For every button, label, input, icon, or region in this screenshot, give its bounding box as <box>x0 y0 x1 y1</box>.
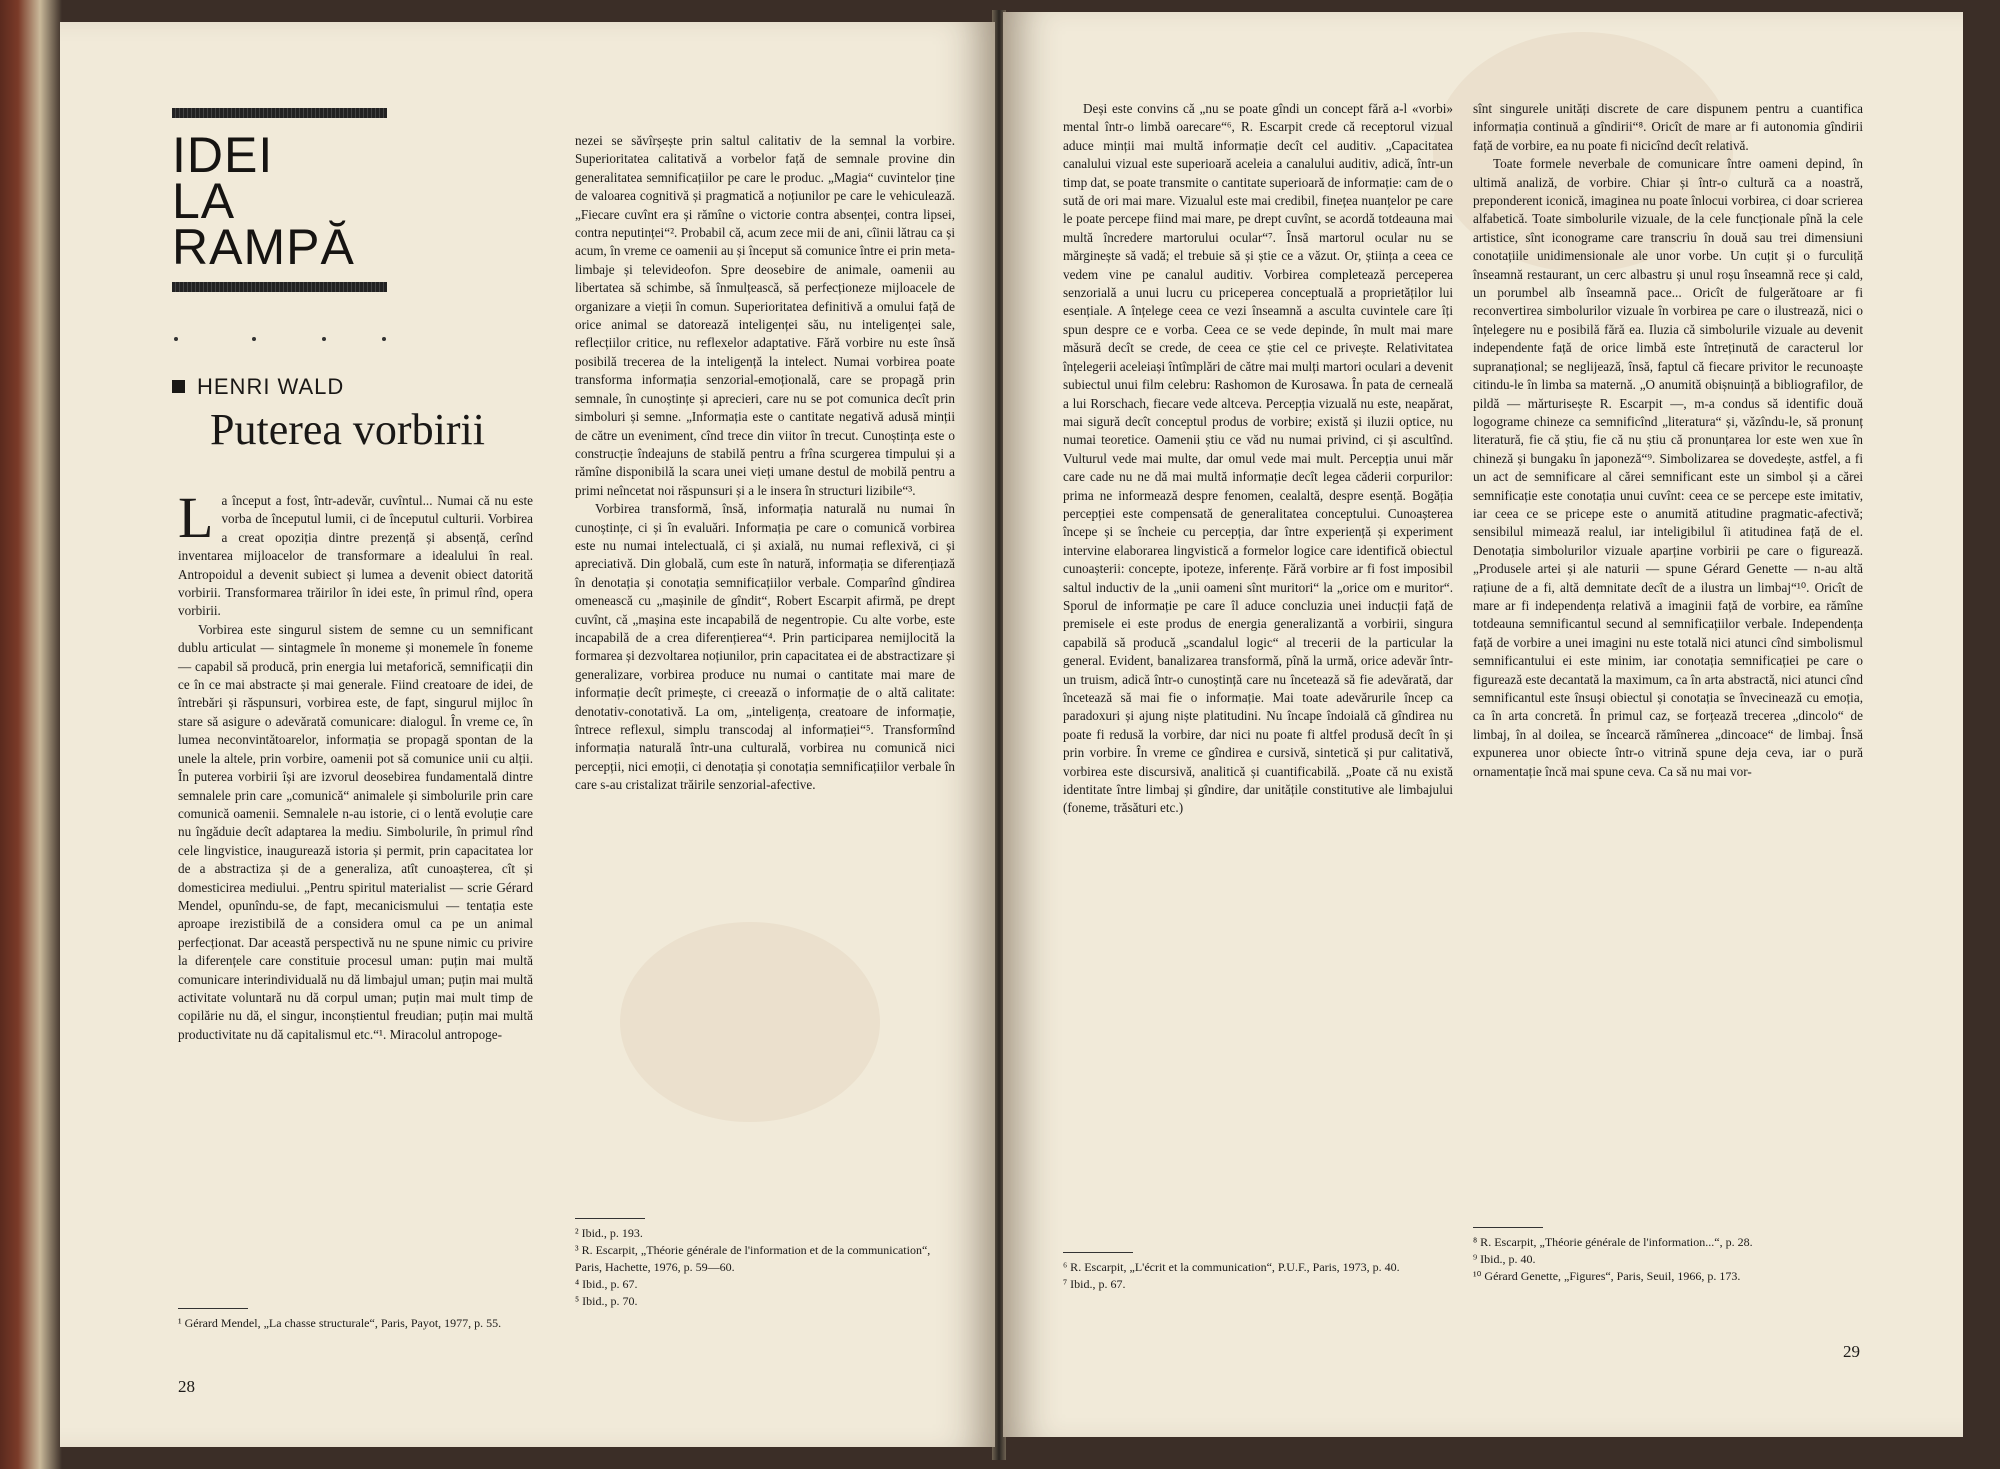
article-title: Puterea vorbirii <box>210 405 485 454</box>
footnote: ¹⁰ Gérard Genette, „Figures“, Paris, Seuil, 1966, p. 173. <box>1473 1269 1741 1283</box>
left-column-1 <box>178 485 533 1044</box>
section-rule-bottom <box>172 282 387 292</box>
page-number: 29 <box>1843 1342 1860 1361</box>
footnote: ⁶ R. Escarpit, „L'écrit et la communication“, P.U.F., Paris, 1973, p. 40. <box>1063 1260 1400 1274</box>
left-page <box>60 22 995 1447</box>
paragraph: Vorbirea este singurul sistem de semne cu un semnificant dublu articulat — sintagmele în moneme și monemele în foneme — capabil să producă, prin energia lui metaforică, semnificații din ce în ce mai abstracte și mai generale. Fiind creatoare de idei, de întrebări și răspunsuri, vorbirea este, de fapt, singurul mijloc în stare să asigure o adevărată comunicare: dialogul. În vreme ce, în lumea neconvintătoarelor, informația se propagă spontan de la unele la altele, prin vorbire, oamenii pot să comunice unii cu alții. În puterea vorbirii își are izvorul deosebirea fundamentală dintre semnalele prin care „comunică“ animalele și simbolurile prin care comunică oamenii. Semnalele n-au istorie, ci o lentă evoluție care nu îngăduie decît adaptarea la mediu. Simbolurile, în primul rînd cele lingvistice, inaugurează istoria și permit, prin capacitatea lor de a abstractiza și de a generaliza, atît cunoașterea, cît și domesticirea mediului. „Pentru spiritul materialist — scrie Gérard Mendel, opunîndu-se, de fapt, mecanicismului — tentația este aproape irezistibilă de a considera omul ca pe un animal perfecționat. Dar această perspectivă nu ne spune nimic cu privire la diferențele care constituie procesul uman: puțin mai multă comunicare interindividuală nu dă limbajul uman; puțin mai multă activitate voluntară nu dă corpul uman; puțin mai mult timp de copilărie nu dă, el singur, inconștientul freudian; puțin mai multă productivitate nu dă capitalismul etc.“¹. Miracolul antropoge- <box>178 621 533 1042</box>
section-title: IDEI LA RAMPĂ <box>172 127 355 275</box>
paragraph: nezei se săvîrșește prin saltul calitativ de la semnal la vorbire. Superioritatea calitativă a vorbelor față de semnale provine din generalitatea semnificațiilor pe care le produc. „Magia“ cuvintelor ține de valoarea cognitivă și pragmatică a noțiunilor pe care le vehiculează. „Fiecare cuvînt era și rămîne o victorie contra absenței, contra lipsei, contra neputinței“². Probabil că, acum zece mii de ani, cîinii lătrau ca și acum, în vreme ce oamenii au și început să comunice între ei prin meta-limbaje și televideofon. Spre deosebire de animale, oamenii au libertatea să schimbe, să înmulțească, să perfecționeze mijloacele de organizare a vieții în comun. Superioritatea definitivă a omului față de orice animal se datorează inteligenței său, nu inteligenței sale, reflecțiilor critice, nu reflexelor adaptative. Fără vorbire nu este însă posibilă trecerea de la inteligență la intelect. Numai vorbirea poate transforma informația senzorial-emoțională, care se propagă prin semnale, în cunoștințe și aprecieri, care nu se pot comunica decît prin simboluri și semne. „Informația este o cantitate negativă adusă minții de către un eveniment, cînd trece din viitor în trecut. Cunoștința este o construcție îndeajuns de stabilă pentru a frîna scurgerea timpului și a rămîne disponibilă la scara unei vieți umane destul de mobilă pentru a primi neîncetat noi răspunsuri și a le insera în structuri lizibile“³. <box>575 133 955 498</box>
author-name: HENRI WALD <box>197 374 345 399</box>
paper-stain <box>620 922 880 1122</box>
right-column-1 <box>1063 100 1453 818</box>
footnote: ⁵ Ibid., p. 70. <box>575 1294 638 1308</box>
paragraph: Deși este convins că „nu se poate gîndi un concept fără a-l «vorbi» mental într-o limbă oarecare“⁶, R. Escarpit crede că receptorul vizual aduce minții mai multă informație decît cel auditiv. „Capacitatea canalului vizual este superioară aceleia a canalului auditiv, adică, într-un timp dat, se poate transmite o cantitate superioară de informație: cam de o sută de ori mai mare. Vizualul este mai credibil, finețea nuanțelor pe care le poate percepe fiind mai mare, pe drept cuvînt, se acordă totdeauna mai multă încredere martorului ocular“⁷. Însă martorul ocular nu se mărginește să vadă; el trebuie să și știe ce a văzut. Or, știința a ceea ce vedem vine pe canalul auditiv. Vorbirea completează perceperea senzorială a unui lucru cu priceperea conceptuală a proprietăților lui esențiale. A înțelege ceea ce vezi înseamnă a asculta cuvintele care îți spun despre ce e vorba. Ceea ce se vede depinde, în mult mai mare măsură decît se crede, de ceea ce știe cel ce privește. Relativitatea înțelegerii aceleiași întîmplări de către mai mulți martori oculari a devenit subiectul unui film celebru: Rashomon de Kurosawa. În pata de cerneală a lui Rorschach, fiecare vede altceva. Percepția vizuală nu este, neapărat, mai sigură decît conceptul produs de vorbire; există și iluzii optice, nu numai teoretice. Oamenii știu ce văd nu numai privind, ci și ascultînd. Vulturul vede mai multe, dar omul vede mai mult. Percepția unui măr care cade nu ne dă mai multă informație decît legea căderii corpurilor: prima ne informează despre fenomen, cealaltă, despre esență. Bogăția percepției este compensată de generalitatea conceptului. Cunoașterea începe și se încheie cu percepția, dar între experiență și experiment intervine elaborarea lingvistică a formelor logice care identifică obiectul cunoașterii: concepte, ipoteze, inferențe. Fără vorbire ar fi fost imposibil saltul inductiv de la „unii oameni sînt muritori“ la „orice om e muritor“. Sporul de informație pe care îl aduce concluzia unei inducții față de premisele ei este produs de energia generalizantă a vorbirii, singura capabilă să producă „scandalul logic“ al trecerii de la particular la general. Evident, banalizarea transformă, pînă la urmă, orice adevăr într-un truism, adică într-o cunoștință care nu încetează să fie adevărată, dar încetează să mai fie o informație. Mai toate adevărurile încep ca paradoxuri și ajung niște platitudini. Nu încape îndoială că gîndirea nu poate fi redusă la vorbire, dar nici nu poate fi altfel produsă decît în și prin vorbire. În vreme ce gîndirea e cursivă, sintetică și pur calitativă, vorbirea este discursivă, analitică și cuantificabilă. „Poate că nu există identitate între limbaj și gîndire, dar unitățile constitutive ale limbajului (foneme, trăsături etc.) <box>1063 101 1453 816</box>
footnotes-right-col1 <box>1063 1252 1453 1293</box>
footnote: ⁷ Ibid., p. 67. <box>1063 1277 1126 1291</box>
decorative-dots <box>172 337 392 347</box>
footnote: ⁹ Ibid., p. 40. <box>1473 1252 1536 1266</box>
footnote: ³ R. Escarpit, „Théorie générale de l'information et de la communication“, Paris, Hachette, 1976, p. 59—60. <box>575 1243 931 1274</box>
footnotes-left-col2 <box>575 1218 955 1310</box>
paragraph: Vorbirea transformă, însă, informația naturală nu numai în cunoștințe, ci și în evaluări. Informația pe care o comunică vorbirea este nu numai intelectuală, ci și axială, nu numai reflexivă, ci și apreciativă. Din globală, cum este în natură, informația se diferențiază în denotația și conotația semnificațiilor verbale. Comparînd gîndirea omenească cu „mașinile de gîndit“, Robert Escarpit afirmă, pe drept cuvînt, că „mașina este incapabilă de negentropie. Cu alte vorbe, este incapabilă de a crea diferențierea“⁴. Prin participarea nemijlocită la formarea și dezvoltarea noțiunilor, prin capacitatea ei de abstractizare și generalizare, vorbirea produce nu numai o cantitate mai mare de informație decît primește, ci creează o informație de o altă calitate: denotativ-conotativă. La om, „inteligența, creatoare de informație, întrece reflexul, simplu transcodaj al informației“⁵. Transformînd informația naturală într-una culturală, vorbirea nu comunică nici percepții, nici emoții, ci denotația și conotația semnificațiilor verbale în care s-au cristalizat trăirile senzorial-afective. <box>575 501 955 793</box>
footnote-rule <box>575 1218 645 1219</box>
footnote: ¹ Gérard Mendel, „La chasse structurale“, Paris, Payot, 1977, p. 55. <box>178 1316 502 1330</box>
footnote-rule <box>178 1308 248 1309</box>
footnote: ⁸ R. Escarpit, „Théorie générale de l'information...“, p. 28. <box>1473 1235 1753 1249</box>
section-rule-top <box>172 108 387 118</box>
author-byline <box>172 374 344 400</box>
paragraph: sînt singurele unități discrete de care dispunem pentru a cuantifica informația continuă a gîndirii“⁸. Oricît de mare ar fi autonomia gîndirii față de vorbire, ea nu poate fi nicicînd decît relativă. <box>1473 101 1863 153</box>
section-header <box>172 108 387 292</box>
footnote: ² Ibid., p. 193. <box>575 1226 643 1240</box>
footnote-rule <box>1473 1227 1543 1228</box>
left-column-2 <box>575 132 955 795</box>
right-column-2 <box>1473 100 1863 781</box>
square-bullet-icon <box>172 380 185 393</box>
paragraph: a început a fost, într-adevăr, cuvîntul... Numai că nu este vorba de începutul lumii, ci de începutul culturii. Vorbirea a creat opoziția dintre prezență și absență, cerînd inventarea mijloacelor de transformare a idealului în real. Antropoidul a devenit subiect și lumea a devenit obiect datorită vorbirii. Transformarea trăirilor în idei este, în primul rînd, opera vorbirii. <box>178 493 533 619</box>
paragraph: Toate formele neverbale de comunicare între oameni depind, în ultimă analiză, de vorbire. Chiar și într-o cultură ca a noastră, preponderent iconică, imaginea nu poate înlocui vorbirea, ci doar scrierea alfabetică. Toate simbolurile vizuale, de la cele funcționale pînă la cele artistice, sînt iconograme care transcriu în două sau trei dimensiuni conotațiile unidimensionale ale unor vorbe. Un cuțit și o furculiță înseamnă restaurant, un cerc albastru și unul roșu înseamnă rece și cald, un porumbel alb înseamnă pace... Oricît de fulgerătoare ar fi reconvertirea simbolurilor vizuale în vorbirea pe care o ilustrează, nici o înțelegere nu e posibilă fără ea. Iluzia că simbolurile vizuale au devenit independente față de orice limbă este întreținută de caracterul lor supranațional; se neglijează, însă, faptul că fiecare privitor le recunoaște citindu-le în limba sa maternă. „O anumită obișnuință a bibliografilor, de pildă — mărturisește R. Escarpit —, m-a condus să identific două logograme chineze ca semnificînd „literatura“ și, văzîndu-le, să pronunț literatură, fie că știu, fie că nu știu că pronunțarea lor este wen xue în chineză și bungaku în japoneză“⁹. Simbolizarea se dovedește, astfel, a fi un act de semnificare al cărei semnificant este un simbol și a cărei semnificație este conotația unui cuvînt: ceea ce se percepe este imitativ, iar ceea ce se pricepe este o anumită atitudine pragmatic-afectivă; sensibilul mimează realul, iar inteligibilul îi atitudinea față de el. Denotația simbolurilor vizuale aparține vorbirii pe care o figurează. „Produsele artei și ale naturii — spune Gérard Genette — n-au altă rațiune de a fi, altă demnitate decît de a ilustra un limbaj“¹⁰. Oricît de mare ar fi independența relativă a imaginii față de vorbire, ea rămîne totdeauna semnificantul secund al semnificațiilor verbale. Independența față de vorbire a unei imagini nu este totală nici atunci cînd simbolismul semnificantului ei este minim, iar conotația semnificației pe care o figurează este decantată la maximum, ca în arta abstractă, nici atunci cînd semnificantul este însuși obiectul și conotația se învecinează cu emoția, ca în arta concretă. În primul caz, se forțează trecerea „dincolo“ de limbaj, în al doilea, se încearcă rămînerea „dincoace“ de limbaj. Însă expunerea unor obiecte într-o vitrină spune deja ceva, iar o pură ornamentație încă mai spune ceva. Ca să nu mai vor- <box>1473 156 1863 779</box>
right-page <box>1003 12 1963 1437</box>
footnote-rule <box>1063 1252 1133 1253</box>
footnote: ⁴ Ibid., p. 67. <box>575 1277 638 1291</box>
page-number: 28 <box>178 1377 195 1396</box>
footnotes-left-col1 <box>178 1308 533 1332</box>
footnotes-right-col2 <box>1473 1227 1863 1285</box>
drop-cap: L <box>178 485 214 550</box>
